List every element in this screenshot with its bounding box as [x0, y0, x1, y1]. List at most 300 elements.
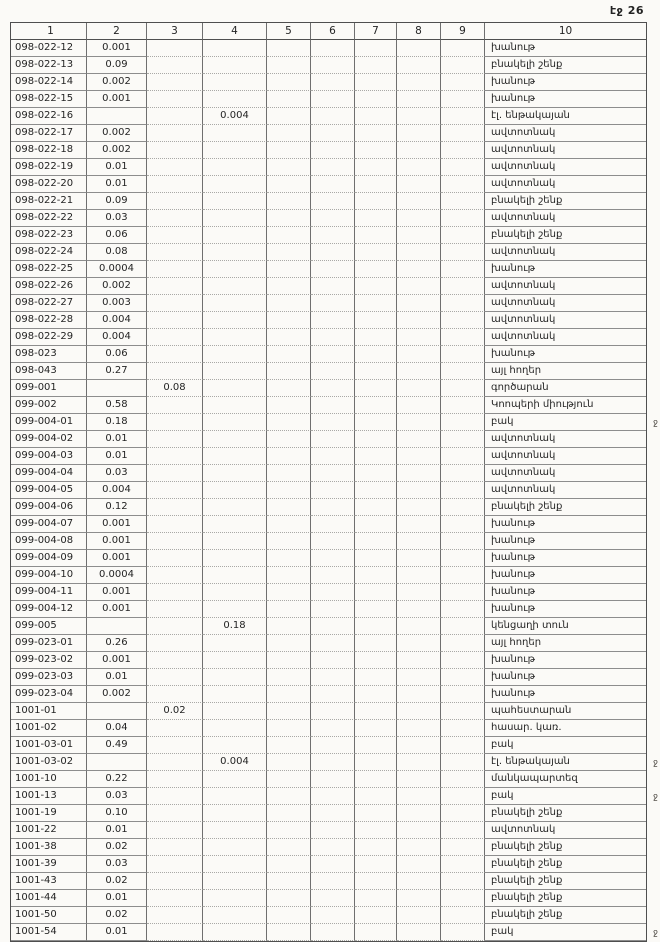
cell-col9: [441, 550, 485, 567]
cell-area-col2: 0.0004: [87, 261, 147, 278]
cell-code: 098-022-22: [11, 210, 87, 227]
table-row: [11, 312, 646, 329]
cell-area-col4: [203, 380, 267, 397]
cell-area-col4: [203, 125, 267, 142]
cell-description: խանութ: [485, 91, 646, 108]
cell-col5: [267, 754, 311, 771]
cell-col7: [355, 635, 397, 652]
cell-col7: [355, 839, 397, 856]
cell-area-col4: [203, 856, 267, 873]
cell-col9: [441, 346, 485, 363]
cell-col6: [311, 108, 355, 125]
cell-code: 099-023-03: [11, 669, 87, 686]
cell-code: 099-004-03: [11, 448, 87, 465]
cell-col9: [441, 329, 485, 346]
cell-col5: [267, 720, 311, 737]
cell-col5: [267, 159, 311, 176]
cell-col6: [311, 74, 355, 91]
cell-col6: [311, 244, 355, 261]
cell-col8: [397, 346, 441, 363]
cell-description: ավտոտնակ: [485, 210, 646, 227]
cell-description: խանութ: [485, 261, 646, 278]
cell-area-col4: [203, 329, 267, 346]
cell-col7: [355, 720, 397, 737]
cell-area-col3: [147, 618, 203, 635]
cell-col7: [355, 584, 397, 601]
cell-col5: [267, 295, 311, 312]
cell-col9: [441, 244, 485, 261]
cell-col7: [355, 499, 397, 516]
cell-col6: [311, 635, 355, 652]
cell-area-col4: [203, 584, 267, 601]
cell-code: 1001-22: [11, 822, 87, 839]
cell-col5: [267, 125, 311, 142]
cell-code: 098-022-18: [11, 142, 87, 159]
cell-area-col3: [147, 737, 203, 754]
table-row: [11, 142, 646, 159]
cell-col6: [311, 516, 355, 533]
cell-col6: [311, 295, 355, 312]
cell-col8: [397, 652, 441, 669]
cell-col6: [311, 601, 355, 618]
cell-col7: [355, 193, 397, 210]
cell-col5: [267, 363, 311, 380]
cell-col5: [267, 465, 311, 482]
cell-col5: [267, 227, 311, 244]
cell-col7: [355, 686, 397, 703]
cell-area-col3: [147, 431, 203, 448]
cell-description: բնակելի շենք: [485, 856, 646, 873]
cell-area-col4: [203, 176, 267, 193]
cell-area-col2: 0.22: [87, 771, 147, 788]
cell-col9: [441, 448, 485, 465]
cell-col9: [441, 261, 485, 278]
cell-description: բնակելի շենք: [485, 907, 646, 924]
cell-col9: [441, 618, 485, 635]
table-row: [11, 839, 646, 856]
cell-area-col4: [203, 431, 267, 448]
cell-area-col2: 0.08: [87, 244, 147, 261]
cell-col9: [441, 584, 485, 601]
cell-col8: [397, 91, 441, 108]
cell-area-col3: [147, 822, 203, 839]
cell-area-col2: 0.004: [87, 329, 147, 346]
cell-col8: [397, 822, 441, 839]
cell-col9: [441, 686, 485, 703]
cell-description: այլ հողեր: [485, 363, 646, 380]
table-row: [11, 890, 646, 907]
cell-col9: [441, 227, 485, 244]
cell-area-col2: 0.09: [87, 57, 147, 74]
cell-col7: [355, 159, 397, 176]
cell-area-col3: [147, 295, 203, 312]
cell-area-col4: [203, 227, 267, 244]
cell-col7: [355, 278, 397, 295]
cell-col7: [355, 329, 397, 346]
cell-area-col4: 0.18: [203, 618, 267, 635]
cell-description: բակ: [485, 788, 646, 805]
cell-code: 099-005: [11, 618, 87, 635]
table-row: [11, 125, 646, 142]
cell-col6: [311, 159, 355, 176]
cell-code: 098-022-28: [11, 312, 87, 329]
cell-area-col4: [203, 142, 267, 159]
cell-area-col3: [147, 312, 203, 329]
cell-area-col3: [147, 57, 203, 74]
cell-col7: [355, 431, 397, 448]
cell-col8: [397, 924, 441, 941]
cell-area-col4: [203, 822, 267, 839]
cell-area-col4: [203, 312, 267, 329]
cell-area-col3: [147, 278, 203, 295]
cell-area-col4: [203, 397, 267, 414]
cell-col7: [355, 40, 397, 57]
cell-code: 099-004-10: [11, 567, 87, 584]
cell-col7: [355, 737, 397, 754]
cell-col8: [397, 312, 441, 329]
cell-col7: [355, 244, 397, 261]
cell-col7: [355, 108, 397, 125]
cell-col6: [311, 210, 355, 227]
cell-col6: [311, 261, 355, 278]
cell-col9: [441, 516, 485, 533]
cell-description: խանութ: [485, 346, 646, 363]
cell-description: ավտոտնակ: [485, 448, 646, 465]
cell-area-col3: [147, 839, 203, 856]
cell-area-col4: [203, 550, 267, 567]
table-row: [11, 227, 646, 244]
cell-area-col3: [147, 448, 203, 465]
cell-col6: [311, 907, 355, 924]
cell-col8: [397, 482, 441, 499]
cell-area-col2: 0.01: [87, 159, 147, 176]
cell-area-col2: 0.001: [87, 516, 147, 533]
cell-col6: [311, 329, 355, 346]
cell-area-col4: [203, 499, 267, 516]
cell-col6: [311, 380, 355, 397]
cell-col5: [267, 618, 311, 635]
cell-area-col4: [203, 159, 267, 176]
cell-area-col4: [203, 771, 267, 788]
cell-col9: [441, 91, 485, 108]
cell-area-col2: 0.001: [87, 550, 147, 567]
cell-col9: [441, 805, 485, 822]
column-header-7: 7: [355, 23, 397, 40]
cell-description: խանութ: [485, 601, 646, 618]
table-row: [11, 159, 646, 176]
cell-area-col3: [147, 176, 203, 193]
table-body: [11, 40, 658, 941]
cell-code: 1001-50: [11, 907, 87, 924]
cell-col5: [267, 533, 311, 550]
cell-area-col4: [203, 414, 267, 431]
cell-col8: [397, 669, 441, 686]
cell-description: ավտոտնակ: [485, 312, 646, 329]
cell-col9: [441, 890, 485, 907]
cell-area-col3: [147, 567, 203, 584]
cell-col8: [397, 108, 441, 125]
cell-col8: [397, 227, 441, 244]
table-row: [11, 856, 646, 873]
cell-code: 1001-10: [11, 771, 87, 788]
cell-description: խանութ: [485, 567, 646, 584]
cell-col5: [267, 601, 311, 618]
table-row: [11, 465, 646, 482]
cell-area-col3: [147, 210, 203, 227]
cell-area-col3: [147, 74, 203, 91]
cell-col7: [355, 907, 397, 924]
cell-code: 099-002: [11, 397, 87, 414]
cell-description: ավտոտնակ: [485, 329, 646, 346]
cell-col8: [397, 516, 441, 533]
cell-col8: [397, 550, 441, 567]
table-row: [11, 329, 646, 346]
cell-col5: [267, 635, 311, 652]
cell-col7: [355, 601, 397, 618]
cell-code: 099-004-06: [11, 499, 87, 516]
cell-col8: [397, 686, 441, 703]
cell-col7: [355, 652, 397, 669]
cell-col8: [397, 193, 441, 210]
cell-col6: [311, 839, 355, 856]
cell-area-col2: 0.01: [87, 669, 147, 686]
cell-col8: [397, 380, 441, 397]
cell-code: 1001-03-01: [11, 737, 87, 754]
cell-col5: [267, 482, 311, 499]
table-row: [11, 499, 646, 516]
cell-code: 099-004-12: [11, 601, 87, 618]
cell-col6: [311, 482, 355, 499]
cell-area-col3: [147, 669, 203, 686]
cell-description: ավտոտնակ: [485, 295, 646, 312]
cell-area-col3: [147, 516, 203, 533]
margin-note: ջ: [652, 758, 658, 768]
cell-col6: [311, 771, 355, 788]
cell-col9: [441, 210, 485, 227]
cell-col5: [267, 703, 311, 720]
table-row: [11, 686, 646, 703]
cell-col6: [311, 567, 355, 584]
cell-code: 098-022-12: [11, 40, 87, 57]
cell-col6: [311, 397, 355, 414]
cell-col6: [311, 533, 355, 550]
cell-col9: [441, 40, 485, 57]
cell-area-col4: [203, 703, 267, 720]
cell-code: 099-004-01: [11, 414, 87, 431]
cell-area-col3: [147, 533, 203, 550]
cell-area-col2: 0.001: [87, 652, 147, 669]
table-row: [11, 907, 646, 924]
cell-col5: [267, 805, 311, 822]
cell-code: 098-022-20: [11, 176, 87, 193]
cell-col5: [267, 873, 311, 890]
cell-area-col3: [147, 125, 203, 142]
cell-description: ավտոտնակ: [485, 244, 646, 261]
cell-col8: [397, 584, 441, 601]
cell-col7: [355, 533, 397, 550]
cell-area-col2: [87, 754, 147, 771]
cell-description: պահեստարան: [485, 703, 646, 720]
table-row: [11, 584, 646, 601]
cell-area-col2: 0.01: [87, 890, 147, 907]
cell-col6: [311, 176, 355, 193]
cell-col7: [355, 261, 397, 278]
cell-area-col2: 0.004: [87, 482, 147, 499]
cell-description: խանութ: [485, 74, 646, 91]
table-row: [11, 91, 646, 108]
cell-col9: [441, 567, 485, 584]
table-row: [11, 210, 646, 227]
cell-description: խանութ: [485, 686, 646, 703]
cell-col5: [267, 907, 311, 924]
cell-area-col3: [147, 244, 203, 261]
cell-col9: [441, 159, 485, 176]
column-header-8: 8: [397, 23, 441, 40]
cell-area-col3: [147, 346, 203, 363]
cell-col6: [311, 431, 355, 448]
table-row: [11, 278, 646, 295]
cell-code: 099-001: [11, 380, 87, 397]
cell-area-col2: 0.001: [87, 533, 147, 550]
cell-col9: [441, 703, 485, 720]
cell-col9: [441, 295, 485, 312]
cell-col5: [267, 40, 311, 57]
table-row: [11, 261, 646, 278]
cell-col8: [397, 890, 441, 907]
cell-col9: [441, 669, 485, 686]
cell-code: 099-023-04: [11, 686, 87, 703]
cell-col6: [311, 873, 355, 890]
cell-col6: [311, 363, 355, 380]
cell-area-col4: [203, 74, 267, 91]
cell-col6: [311, 686, 355, 703]
cell-area-col4: [203, 873, 267, 890]
table-row: [11, 295, 646, 312]
cell-area-col2: [87, 108, 147, 125]
cell-col6: [311, 703, 355, 720]
cell-col6: [311, 669, 355, 686]
cell-col9: [441, 397, 485, 414]
cell-col8: [397, 635, 441, 652]
cell-col9: [441, 856, 485, 873]
cell-area-col2: 0.003: [87, 295, 147, 312]
cell-area-col4: [203, 363, 267, 380]
cell-area-col2: 0.002: [87, 278, 147, 295]
cell-col8: [397, 703, 441, 720]
cell-area-col4: [203, 448, 267, 465]
table-row: [11, 669, 646, 686]
cell-col8: [397, 210, 441, 227]
cell-col5: [267, 822, 311, 839]
cell-code: 1001-01: [11, 703, 87, 720]
cell-area-col2: 0.001: [87, 91, 147, 108]
cell-area-col4: [203, 193, 267, 210]
cell-col7: [355, 176, 397, 193]
cell-col5: [267, 788, 311, 805]
cell-code: 099-023-02: [11, 652, 87, 669]
cell-col8: [397, 839, 441, 856]
cell-code: 098-043: [11, 363, 87, 380]
cell-col6: [311, 142, 355, 159]
cell-col7: [355, 312, 397, 329]
cell-area-col3: 0.02: [147, 703, 203, 720]
cell-area-col2: 0.12: [87, 499, 147, 516]
cell-area-col3: [147, 397, 203, 414]
cell-area-col4: [203, 278, 267, 295]
cell-col9: [441, 652, 485, 669]
cell-description: բնակելի շենք: [485, 839, 646, 856]
cell-area-col2: 0.01: [87, 176, 147, 193]
cell-area-col2: 0.03: [87, 856, 147, 873]
cell-code: 1001-39: [11, 856, 87, 873]
cell-area-col4: [203, 669, 267, 686]
cell-col8: [397, 431, 441, 448]
cell-col5: [267, 380, 311, 397]
cell-area-col2: 0.002: [87, 142, 147, 159]
cell-area-col2: 0.02: [87, 873, 147, 890]
cell-area-col3: [147, 805, 203, 822]
cell-col6: [311, 788, 355, 805]
cell-area-col4: 0.004: [203, 108, 267, 125]
cell-area-col4: [203, 907, 267, 924]
cell-area-col4: [203, 465, 267, 482]
cell-area-col4: [203, 57, 267, 74]
cell-area-col2: [87, 703, 147, 720]
cell-area-col3: [147, 873, 203, 890]
cell-col7: [355, 91, 397, 108]
cell-description: խանութ: [485, 584, 646, 601]
table-row: [11, 397, 646, 414]
cell-col7: [355, 74, 397, 91]
table-row: [11, 244, 646, 261]
cell-col8: [397, 618, 441, 635]
cell-col5: [267, 91, 311, 108]
cell-area-col3: [147, 363, 203, 380]
cell-description: կենցաղի տուն: [485, 618, 646, 635]
cell-col8: [397, 873, 441, 890]
cell-col8: [397, 448, 441, 465]
cell-area-col4: [203, 295, 267, 312]
cell-col5: [267, 57, 311, 74]
cell-col8: [397, 533, 441, 550]
cell-col6: [311, 720, 355, 737]
cell-col8: [397, 567, 441, 584]
cell-area-col3: [147, 482, 203, 499]
cell-description: բակ: [485, 924, 646, 941]
cell-col8: [397, 601, 441, 618]
cell-col6: [311, 346, 355, 363]
table-row: [11, 754, 658, 771]
cell-code: 1001-03-02: [11, 754, 87, 771]
cell-col5: [267, 108, 311, 125]
table-row: [11, 805, 646, 822]
cell-area-col4: [203, 533, 267, 550]
cell-area-col2: 0.06: [87, 227, 147, 244]
cell-area-col3: [147, 261, 203, 278]
cell-area-col2: 0.58: [87, 397, 147, 414]
cell-area-col3: 0.08: [147, 380, 203, 397]
cell-col9: [441, 771, 485, 788]
cell-area-col3: [147, 771, 203, 788]
cell-col7: [355, 125, 397, 142]
cell-col8: [397, 414, 441, 431]
cell-col5: [267, 499, 311, 516]
cell-area-col3: [147, 686, 203, 703]
cell-col5: [267, 210, 311, 227]
table-row: [11, 414, 658, 431]
cell-col8: [397, 465, 441, 482]
cell-code: 098-022-26: [11, 278, 87, 295]
